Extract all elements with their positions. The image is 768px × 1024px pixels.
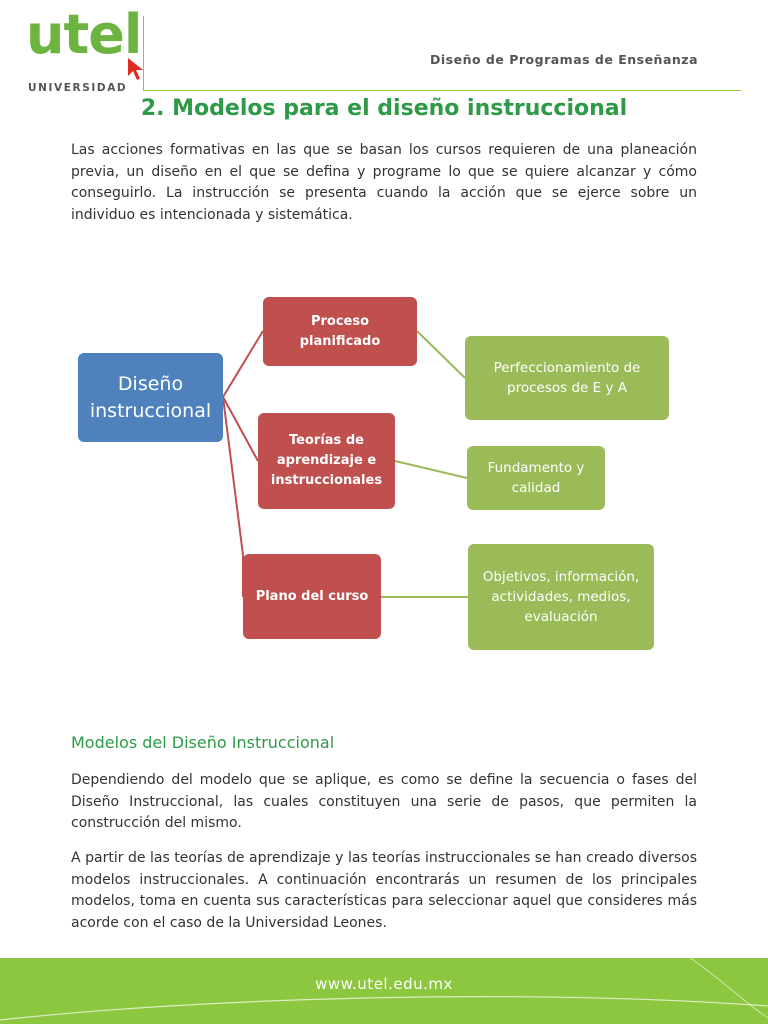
diagram-leaf-1: Perfeccionamiento de procesos de E y A [465,336,669,420]
logo-wordmark: utel [26,3,142,66]
section-title: 2. Modelos para el diseño instruccional [140,96,628,121]
subheading-models: Modelos del Diseño Instruccional [71,733,335,752]
diagram-branch-2: Teorías de aprendizaje e instruccionales [258,413,395,509]
header-horizontal-rule [143,90,741,91]
document-title: Diseño de Programas de Enseñanza [430,52,698,67]
utel-logo [26,3,142,94]
diagram-branch-1: Proceso planificado [263,297,417,366]
logo-subtext: UNIVERSIDAD [28,82,128,94]
diagram-root-node: Diseño instruccional [78,353,223,442]
paragraph-models-summary: A partir de las teorías de aprendizaje y las teorías instruccionales se han creado diversos modelos instruccionales. A continuación encontrarás un resumen de los principales modelos, toma en cuenta sus características para seleccionar aquel que consideres más acorde con el caso de la Universidad Leones. [71,850,697,931]
connector-branch-2-leaf [395,461,467,478]
connector-branch-1-leaf [417,331,465,378]
diagram-leaf-2: Fundamento y calidad [467,446,605,510]
header-vertical-rule [143,16,144,90]
cursor-icon [126,56,148,82]
paragraph-models-sequence: Dependiendo del modelo que se aplique, es como se define la secuencia o fases del Diseño Instruccional, las cuales constituyen una serie de pasos, que permiten la construcción del mismo. [71,772,697,831]
footer-website-link[interactable]: www.utel.edu.mx [315,975,453,993]
diagram-branch-3: Plano del curso [243,554,381,639]
connector-root-branch-2 [223,397,258,461]
diagram-leaf-3: Objetivos, información, actividades, medios, evaluación [468,544,654,650]
intro-paragraph: Las acciones formativas en las que se basan los cursos requieren de una planeación previa, un diseño en el que se defina y programe lo que se quiere alcanzar y cómo conseguirlo. La instrucción se presenta cuando la acción que se ejerce sobre un individuo es intencionada y sistemática. [71,142,697,223]
connector-root-branch-3 [223,397,243,597]
connector-root-branch-1 [223,331,263,397]
